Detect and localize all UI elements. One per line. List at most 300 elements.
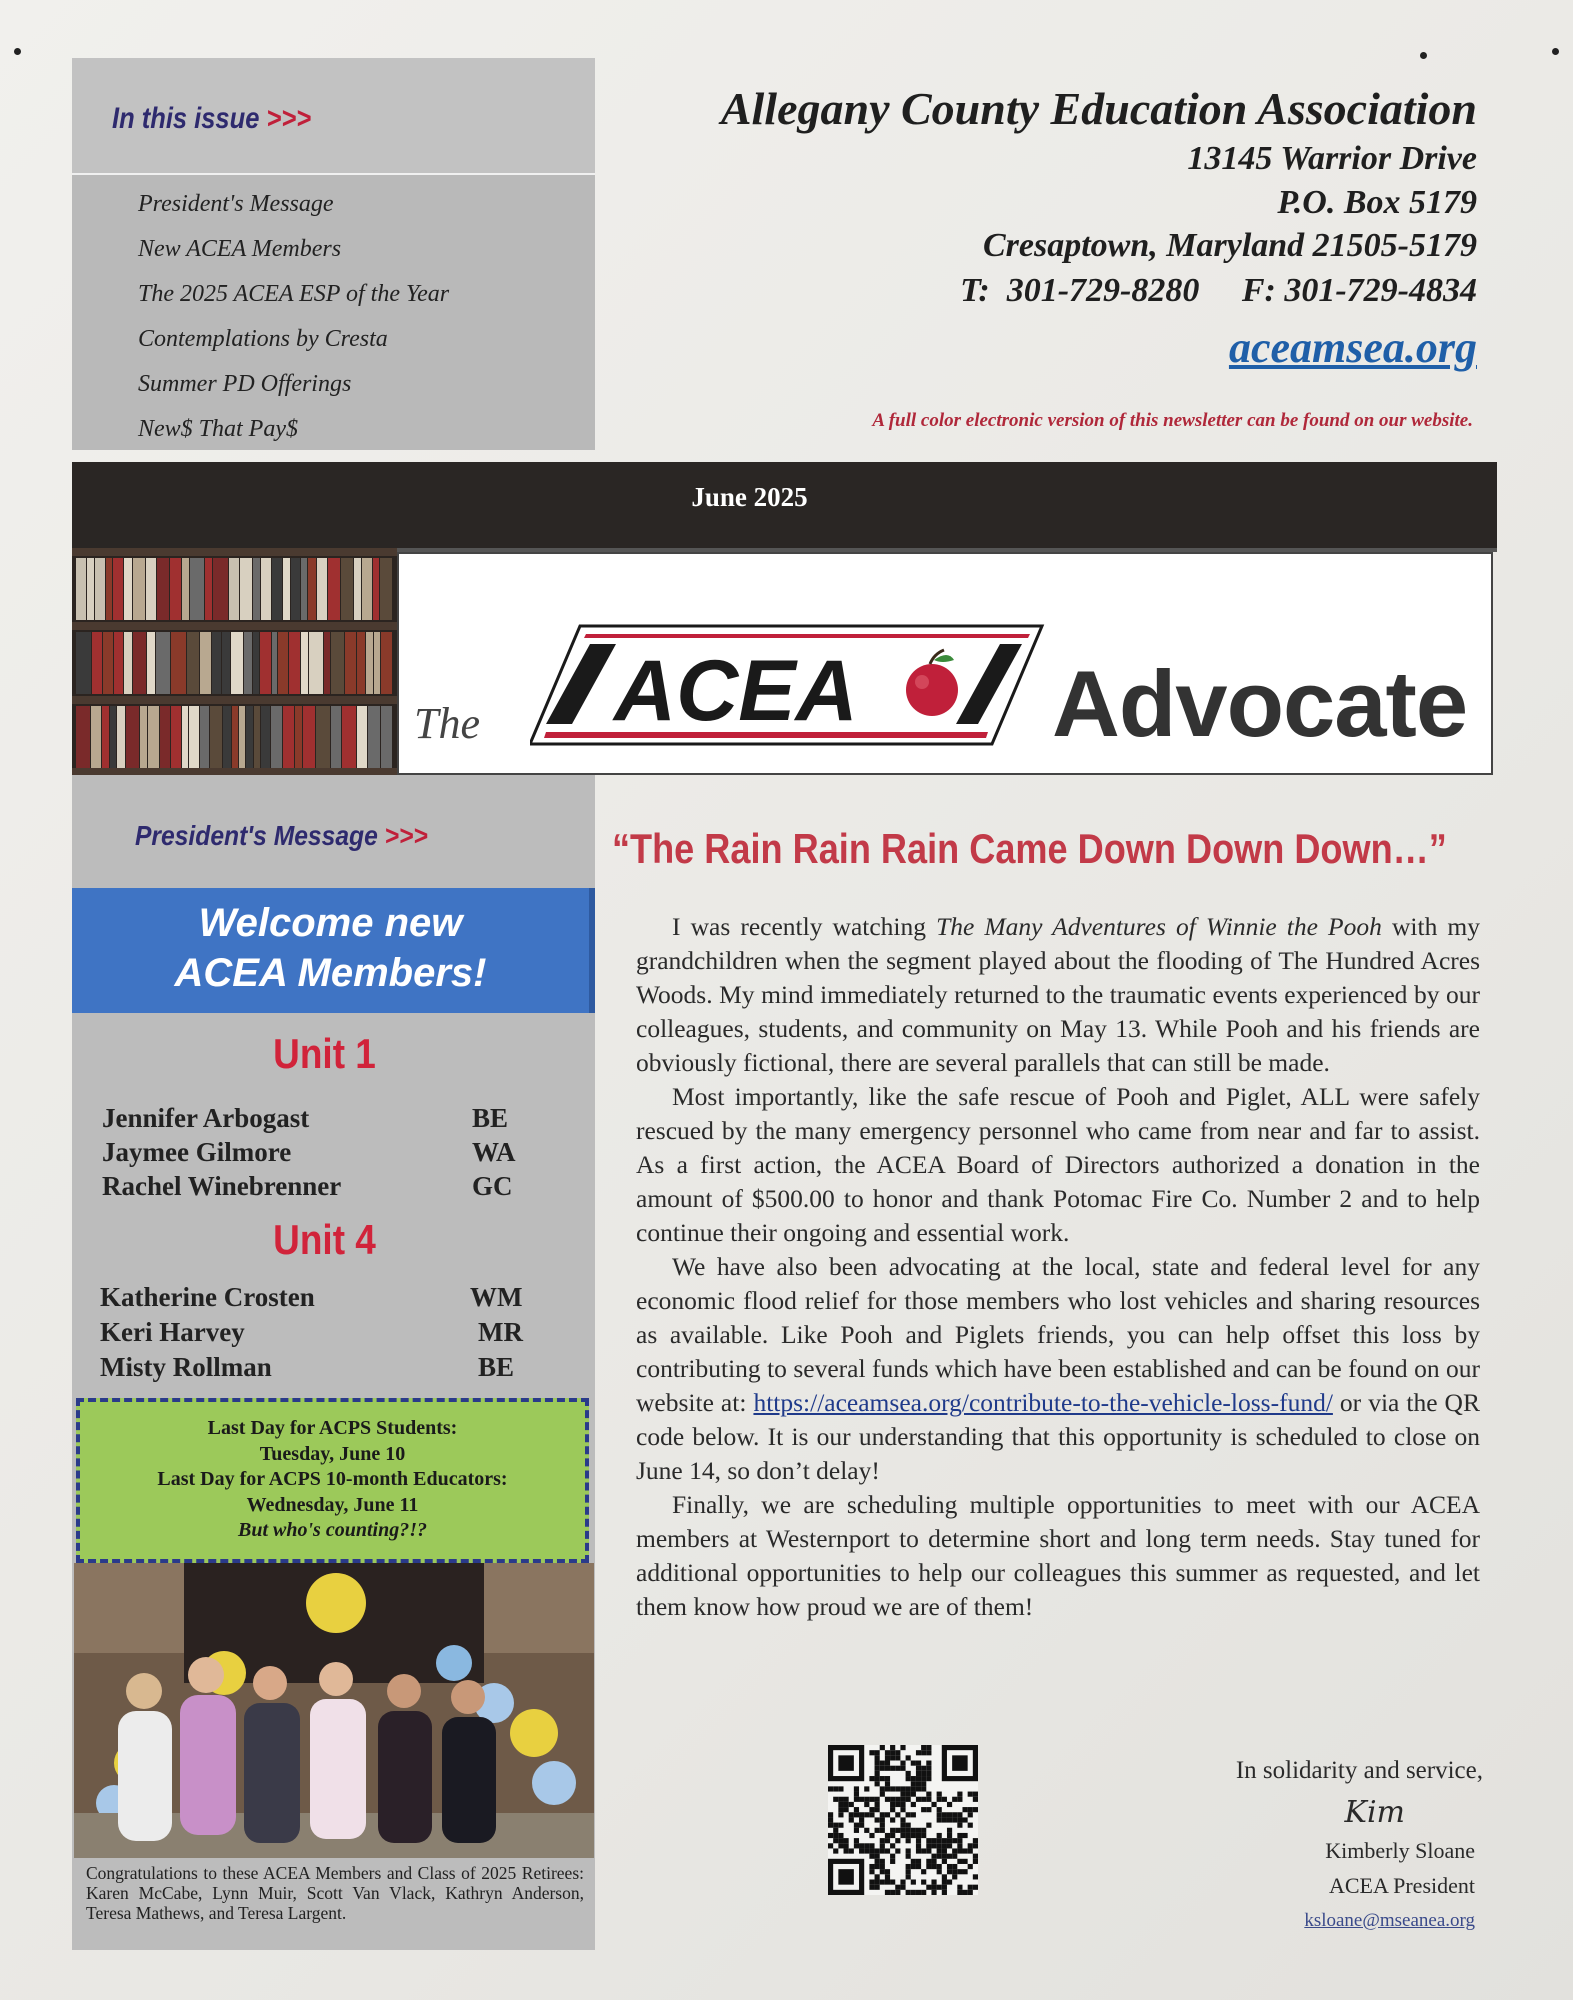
book-spine [272, 632, 278, 694]
member-code: WM [470, 1282, 523, 1312]
book-spine [331, 706, 341, 768]
qr-module [885, 1750, 890, 1755]
qr-module [828, 1823, 833, 1828]
photo-caption: Congratulations to these ACEA Members and Class of 2025 Retirees: Karen McCabe, Lynn Muir, Scott Van Vlack, Kathryn Anderson, Teresa Mathews, and Teresa Largent. [86, 1863, 584, 1923]
qr-module [937, 1812, 942, 1817]
book-spine [357, 632, 365, 694]
unit-4-heading: Unit 4 [273, 1216, 376, 1263]
qr-module [900, 1761, 905, 1766]
member-code: BE [472, 1103, 509, 1133]
qr-module [968, 1823, 973, 1828]
qr-module [869, 1848, 874, 1853]
book-spine [140, 706, 147, 768]
book-spine [303, 706, 315, 768]
book-spine [328, 558, 340, 620]
acea-logo [530, 620, 1050, 750]
unit-1-heading: Unit 1 [273, 1030, 376, 1077]
qr-module [890, 1797, 895, 1802]
book-spine [261, 706, 271, 768]
qr-module [931, 1843, 936, 1848]
qr-module [880, 1838, 885, 1843]
qr-module [838, 1838, 843, 1843]
qr-module [947, 1812, 952, 1817]
qr-module [885, 1766, 890, 1771]
qr-module [869, 1807, 874, 1812]
qr-module [880, 1848, 885, 1853]
book-spine [253, 632, 259, 694]
book-spine [380, 558, 392, 620]
qr-module [942, 1848, 947, 1853]
qr-module [869, 1812, 874, 1817]
qr-module [885, 1781, 890, 1786]
qr-module [900, 1797, 905, 1802]
book-spine [244, 632, 252, 694]
qr-module [906, 1838, 911, 1843]
book-spine [106, 558, 112, 620]
qr-module [838, 1812, 843, 1817]
qr-module [890, 1750, 895, 1755]
qr-module [916, 1761, 921, 1766]
qr-module [968, 1843, 973, 1848]
address-line-2: P.O. Box 5179 [1277, 184, 1477, 221]
qr-module [937, 1833, 942, 1838]
qr-module [921, 1781, 926, 1786]
book-spine [357, 706, 367, 768]
book-spine [171, 706, 181, 768]
qr-module [895, 1812, 900, 1817]
qr-module [916, 1776, 921, 1781]
qr-module [900, 1792, 905, 1797]
qr-module [895, 1885, 900, 1890]
book-spine [103, 632, 113, 694]
qr-module [916, 1781, 921, 1786]
qr-module [859, 1812, 864, 1817]
qr-module [931, 1879, 936, 1884]
qr-module [937, 1848, 942, 1853]
qr-module [921, 1766, 926, 1771]
qr-module [869, 1885, 874, 1890]
qr-module [833, 1797, 838, 1802]
punch-hole-dot [1552, 48, 1559, 55]
book-spine [342, 706, 356, 768]
qr-module [957, 1859, 962, 1864]
qr-module [942, 1879, 947, 1884]
qr-module [854, 1838, 859, 1843]
qr-module [926, 1771, 931, 1776]
qr-module [947, 1869, 952, 1874]
qr-module [926, 1776, 931, 1781]
qr-module [916, 1864, 921, 1869]
member-name: Keri Harvey [100, 1317, 245, 1347]
qr-module [838, 1797, 843, 1802]
qr-module [911, 1786, 916, 1791]
qr-module [957, 1843, 962, 1848]
qr-module [906, 1823, 911, 1828]
qr-module [854, 1807, 859, 1812]
qr-module [885, 1812, 890, 1817]
qr-module [942, 1838, 947, 1843]
qr-module [968, 1807, 973, 1812]
qr-module [828, 1833, 833, 1838]
qr-module [916, 1750, 921, 1755]
qr-module [916, 1828, 921, 1833]
book-spine [190, 558, 205, 620]
qr-module [869, 1869, 874, 1874]
qr-module [968, 1812, 973, 1817]
qr-module [906, 1797, 911, 1802]
book-spine [92, 632, 102, 694]
qr-module [911, 1761, 916, 1766]
qr-module [942, 1843, 947, 1848]
qr-module [942, 1859, 947, 1864]
qr-module [890, 1890, 895, 1895]
text-run: with my grandchildren when the segment played about the flooding of The Hundred Acres Woods. My mind immediately returned to the traumatic events experienced by our colleagues, students, and community on May 13. While Pooh and his friends are obviously fictional, there are several parallels that can still be made. [636, 912, 1480, 1077]
qr-module [916, 1771, 921, 1776]
qr-module [875, 1885, 880, 1890]
qr-module [900, 1817, 905, 1822]
shelf-board [72, 622, 397, 630]
qr-module [900, 1786, 905, 1791]
qr-module [926, 1848, 931, 1853]
qr-module [895, 1848, 900, 1853]
book-spine [271, 706, 282, 768]
book-spine [126, 706, 139, 768]
qr-module [906, 1792, 911, 1797]
qr-module [937, 1807, 942, 1812]
qr-module [885, 1786, 890, 1791]
book-spine [110, 706, 116, 768]
qr-module [937, 1854, 942, 1859]
qr-module [890, 1833, 895, 1838]
book-spine [373, 558, 379, 620]
qr-module [854, 1843, 859, 1848]
qr-module [947, 1802, 952, 1807]
book-row [72, 706, 397, 768]
issue-date: June 2025 [691, 482, 808, 512]
in-this-issue-header [72, 58, 595, 175]
qr-module [875, 1761, 880, 1766]
qr-module [875, 1864, 880, 1869]
qr-module [931, 1885, 936, 1890]
logo-text: ACEA [614, 643, 858, 739]
book-spine [253, 558, 260, 620]
qr-module [926, 1745, 931, 1750]
qr-module [906, 1755, 911, 1760]
qr-module [890, 1854, 895, 1859]
qr-module [926, 1761, 931, 1766]
toc-item: Summer PD Offerings [138, 371, 352, 397]
qr-module [937, 1843, 942, 1848]
qr-module [864, 1843, 869, 1848]
text-run: We have also been advocating at the local, state and federal level for any economic flood relief for those members who lost vehicles and sharing resources as available. Like Pooh and Piglets friends, you can help offset this loss by contributing to several funds which have been established and can be found on our website at: [636, 1252, 1480, 1417]
qr-module [854, 1828, 859, 1833]
qr-module [864, 1848, 869, 1853]
member-name: Jaymee Gilmore [102, 1137, 292, 1167]
book-row [72, 632, 397, 694]
book-spine [213, 558, 228, 620]
book-spine [212, 632, 221, 694]
qr-module [833, 1838, 838, 1843]
qr-module [952, 1838, 957, 1843]
qr-module [900, 1879, 905, 1884]
notice-line: Wednesday, June 11 [246, 1493, 419, 1516]
paragraph [636, 910, 1480, 1080]
qr-module [875, 1879, 880, 1884]
qr-module [947, 1879, 952, 1884]
website-link[interactable]: aceamsea.org [1228, 323, 1477, 372]
book-spine [205, 558, 212, 620]
book-spine [317, 558, 327, 620]
signer-email[interactable]: ksloane@mseanea.org [1304, 1910, 1475, 1931]
qr-module [844, 1848, 849, 1853]
qr-module [906, 1833, 911, 1838]
qr-module [838, 1755, 854, 1771]
book-spine [222, 632, 230, 694]
qr-module [906, 1786, 911, 1791]
shelf-board [72, 548, 397, 556]
qr-module [828, 1817, 833, 1822]
book-spine [133, 632, 146, 694]
qr-module [921, 1750, 926, 1755]
qr-module [931, 1864, 936, 1869]
qr-module [973, 1859, 978, 1864]
qr-module [921, 1848, 926, 1853]
qr-module [864, 1802, 869, 1807]
qr-module [926, 1807, 931, 1812]
qr-module [952, 1755, 968, 1771]
qr-module [957, 1848, 962, 1853]
qr-module [952, 1874, 957, 1879]
toc-title-text: In this issue [112, 102, 260, 135]
book-spine [331, 632, 344, 694]
book-spine [246, 706, 253, 768]
book-spine [283, 706, 294, 768]
vehicle-loss-fund-link[interactable]: https://aceamsea.org/contribute-to-the-vehicle-loss-fund/ [753, 1388, 1333, 1417]
qr-module [869, 1750, 874, 1755]
qr-module [880, 1843, 885, 1848]
qr-module [890, 1817, 895, 1822]
qr-module [895, 1750, 900, 1755]
toc-item: New ACEA Members [138, 236, 342, 262]
qr-module [833, 1833, 838, 1838]
org-name: Allegany County Education Association [720, 83, 1477, 134]
qr-module [885, 1761, 890, 1766]
book-spine [229, 558, 239, 620]
book-spine [289, 632, 300, 694]
qr-module [885, 1848, 890, 1853]
qr-module [906, 1828, 911, 1833]
qr-module [900, 1802, 905, 1807]
qr-module [864, 1828, 869, 1833]
qr-module [885, 1869, 890, 1874]
qr-module [890, 1859, 895, 1864]
qr-module [890, 1766, 895, 1771]
qr-module [885, 1797, 890, 1802]
retirees-group-photo [74, 1563, 594, 1858]
qr-module [962, 1869, 967, 1874]
qr-module [844, 1838, 849, 1843]
qr-module [952, 1848, 957, 1853]
qr-module [880, 1761, 885, 1766]
qr-module [900, 1766, 905, 1771]
address-line-1: 13145 Warrior Drive [1187, 140, 1477, 177]
book-spine [324, 632, 330, 694]
qr-module [911, 1879, 916, 1884]
qr-module [952, 1869, 957, 1874]
qr-module [838, 1786, 843, 1791]
qr-module [962, 1817, 967, 1822]
qr-module [952, 1864, 957, 1869]
book-spine [291, 558, 300, 620]
qr-module [916, 1843, 921, 1848]
qr-module [947, 1833, 952, 1838]
toc-item: President's Message [138, 191, 334, 217]
qr-module [931, 1854, 936, 1859]
qr-module [849, 1848, 854, 1853]
qr-module [906, 1864, 911, 1869]
notice-line: Tuesday, June 10 [259, 1442, 406, 1465]
book-spine [124, 558, 132, 620]
qr-module [880, 1823, 885, 1828]
qr-module [900, 1885, 905, 1890]
qr-module [911, 1812, 916, 1817]
qr-module [962, 1848, 967, 1853]
notice-line: Last Day for ACPS 10-month Educators: [157, 1468, 508, 1490]
notice-line: Last Day for ACPS Students: [207, 1417, 458, 1439]
qr-module [838, 1802, 843, 1807]
qr-module [937, 1869, 942, 1874]
qr-module [973, 1885, 978, 1890]
qr-module [931, 1838, 936, 1843]
book-spine [156, 632, 170, 694]
book-spine [354, 558, 361, 620]
qr-module [890, 1807, 895, 1812]
qr-module [880, 1745, 885, 1750]
paragraph: Most importantly, like the safe rescue of Pooh and Piglet, ALL were safely rescued by the many emergency personnel who came from near and far to assist. As a first action, the ACEA Board of Directors authorized a donation in the amount of $500.00 to honor and thank Potomac Fire Co. Number 2 and to help continue their ongoing and essential work. [636, 1082, 1480, 1247]
qr-module [890, 1755, 895, 1760]
masthead-the: The [414, 699, 480, 748]
qr-module [885, 1755, 890, 1760]
qr-module [844, 1843, 849, 1848]
toc-item: The 2025 ACEA ESP of the Year [138, 281, 450, 307]
qr-module [875, 1807, 880, 1812]
qr-module [952, 1817, 957, 1822]
qr-module [875, 1771, 880, 1776]
qr-module [890, 1828, 895, 1833]
paragraph [636, 1250, 1480, 1488]
qr-module [906, 1854, 911, 1859]
qr-module [957, 1885, 962, 1890]
masthead-title: Advocate [1052, 651, 1468, 756]
signer-role: ACEA President [1328, 1873, 1475, 1898]
qr-module [838, 1869, 854, 1885]
qr-module [890, 1843, 895, 1848]
book-spine [76, 706, 90, 768]
address-line-3: Cresaptown, Maryland 21505-5179 [983, 227, 1477, 264]
bookshelf-image [72, 548, 397, 775]
qr-module [838, 1833, 843, 1838]
qr-module [859, 1848, 864, 1853]
qr-module [911, 1864, 916, 1869]
qr-module [895, 1802, 900, 1807]
welcome-line-2: ACEA Members! [174, 951, 487, 995]
qr-module [957, 1817, 962, 1822]
qr-module [875, 1776, 880, 1781]
book-spine [232, 706, 238, 768]
qr-module [869, 1776, 874, 1781]
qr-module [911, 1859, 916, 1864]
book-spine [295, 706, 302, 768]
qr-module [895, 1828, 900, 1833]
qr-module [916, 1838, 921, 1843]
qr-module [880, 1792, 885, 1797]
qr-module [869, 1864, 874, 1869]
qr-module [844, 1807, 849, 1812]
qr-module [895, 1766, 900, 1771]
book-spine [200, 706, 209, 768]
qr-module [926, 1885, 931, 1890]
qr-module [942, 1874, 947, 1879]
qr-code[interactable] [828, 1745, 978, 1895]
book-row [72, 558, 397, 620]
pres-label-text: President's Message [135, 820, 378, 851]
book-spine [381, 632, 392, 694]
book-spine [231, 632, 243, 694]
qr-module [937, 1885, 942, 1890]
qr-module [921, 1797, 926, 1802]
qr-module [926, 1792, 931, 1797]
qr-module [921, 1786, 926, 1791]
text-run: or via the QR code below. It is our understanding that this opportunity is scheduled to close on June 14, so don’t delay! [636, 1388, 1480, 1485]
pres-label-arrows: >>> [384, 820, 428, 851]
qr-module [885, 1838, 890, 1843]
qr-module [926, 1766, 931, 1771]
qr-module [947, 1864, 952, 1869]
qr-module [906, 1874, 911, 1879]
qr-module [931, 1802, 936, 1807]
qr-module [885, 1890, 890, 1895]
qr-module [885, 1833, 890, 1838]
toc-item: Contemplations by Cresta [138, 326, 388, 352]
qr-module [916, 1890, 921, 1895]
welcome-line-1: Welcome new [198, 901, 463, 945]
qr-module [942, 1797, 947, 1802]
qr-module [875, 1797, 880, 1802]
book-spine [316, 706, 331, 768]
qr-module [916, 1797, 921, 1802]
book-spine [200, 632, 211, 694]
qr-module [859, 1843, 864, 1848]
qr-module [838, 1807, 843, 1812]
toc-arrows: >>> [266, 102, 312, 135]
presidents-message-body [636, 910, 1480, 1624]
member-code: MR [478, 1317, 523, 1347]
qr-module [864, 1812, 869, 1817]
qr-module [942, 1885, 947, 1890]
book-spine [239, 706, 245, 768]
book-spine [148, 706, 160, 768]
qr-module [973, 1797, 978, 1802]
qr-module [900, 1823, 905, 1828]
qr-module [885, 1874, 890, 1879]
color-version-note: A full color electronic version of this newsletter can be found on our website. [872, 410, 1473, 431]
book-spine [146, 558, 156, 620]
qr-module [916, 1786, 921, 1791]
qr-module [875, 1848, 880, 1853]
book-spine [366, 632, 373, 694]
qr-module [906, 1812, 911, 1817]
qr-module [911, 1776, 916, 1781]
